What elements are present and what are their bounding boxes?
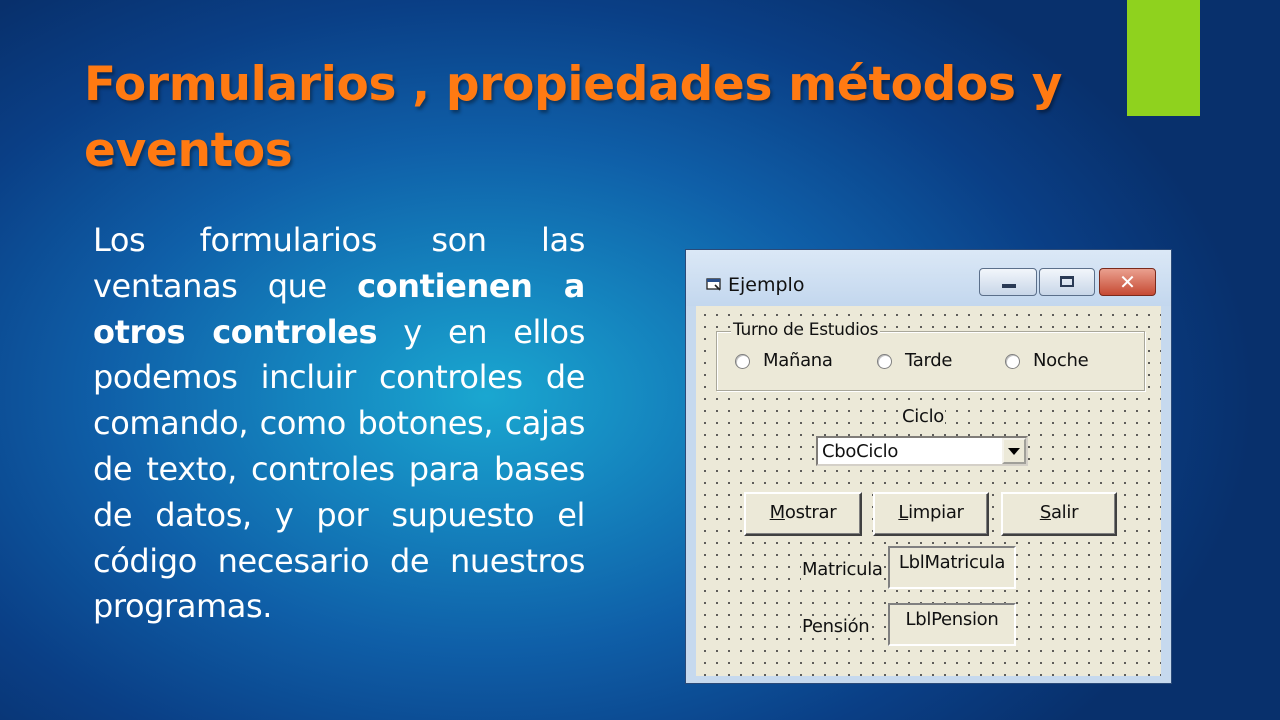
salir-button[interactable]	[1001, 492, 1117, 536]
limpiar-button[interactable]	[873, 492, 989, 536]
pension-value-label: LblPension	[888, 603, 1016, 646]
ciclo-label: Ciclo	[902, 406, 944, 427]
minimize-button[interactable]	[979, 268, 1037, 296]
button-label: impiar	[908, 502, 964, 523]
body-text-segment: y en ellos podemos incluir controles de comando, como botones, cajas de texto, controles para bases de datos, y por supuesto el código necesario de nuestros programas.	[93, 312, 585, 626]
slide-title: Formularios , propiedades métodos y eventos	[84, 57, 1063, 178]
button-label: alir	[1050, 502, 1079, 523]
maximize-button[interactable]	[1039, 268, 1095, 296]
body-text-segment: Los formularios son las ventanas que	[93, 221, 585, 305]
ciclo-combobox[interactable]	[816, 436, 1028, 466]
turno-frame	[716, 320, 1145, 391]
close-button[interactable]	[1099, 268, 1156, 296]
form-window-icon	[706, 277, 722, 291]
minimize-icon	[1002, 284, 1016, 288]
slide-body-text	[93, 218, 585, 630]
frame-caption: Turno de Estudios	[733, 320, 879, 340]
radio-circle[interactable]	[877, 354, 892, 369]
close-icon: ✕	[1119, 270, 1136, 294]
radio-label: Tarde	[905, 350, 953, 371]
mostrar-button[interactable]	[744, 492, 862, 536]
matricula-value-label: LblMatricula	[888, 546, 1016, 589]
radio-circle[interactable]	[735, 354, 750, 369]
chevron-down-icon	[1008, 448, 1020, 455]
radio-label: Mañana	[763, 350, 833, 371]
body-text-bold: contienen a otros controles	[93, 266, 585, 351]
form-design-surface	[696, 306, 1161, 676]
window-titlebar[interactable]	[686, 250, 1171, 306]
window-title: Ejemplo	[728, 274, 805, 296]
accent-bar	[1127, 0, 1200, 116]
radio-circle[interactable]	[1005, 354, 1020, 369]
maximize-icon	[1060, 276, 1074, 287]
accelerator-key: M	[769, 502, 785, 523]
form-window	[685, 249, 1172, 684]
accelerator-key: L	[898, 502, 909, 523]
pension-label: Pensión	[802, 616, 870, 637]
matricula-label: Matricula	[802, 559, 883, 580]
button-label: ostrar	[784, 502, 837, 523]
accelerator-key: S	[1039, 502, 1051, 523]
combo-dropdown-button[interactable]	[1002, 438, 1026, 464]
radio-label: Noche	[1033, 350, 1089, 371]
combo-value: CboCiclo	[822, 441, 899, 462]
